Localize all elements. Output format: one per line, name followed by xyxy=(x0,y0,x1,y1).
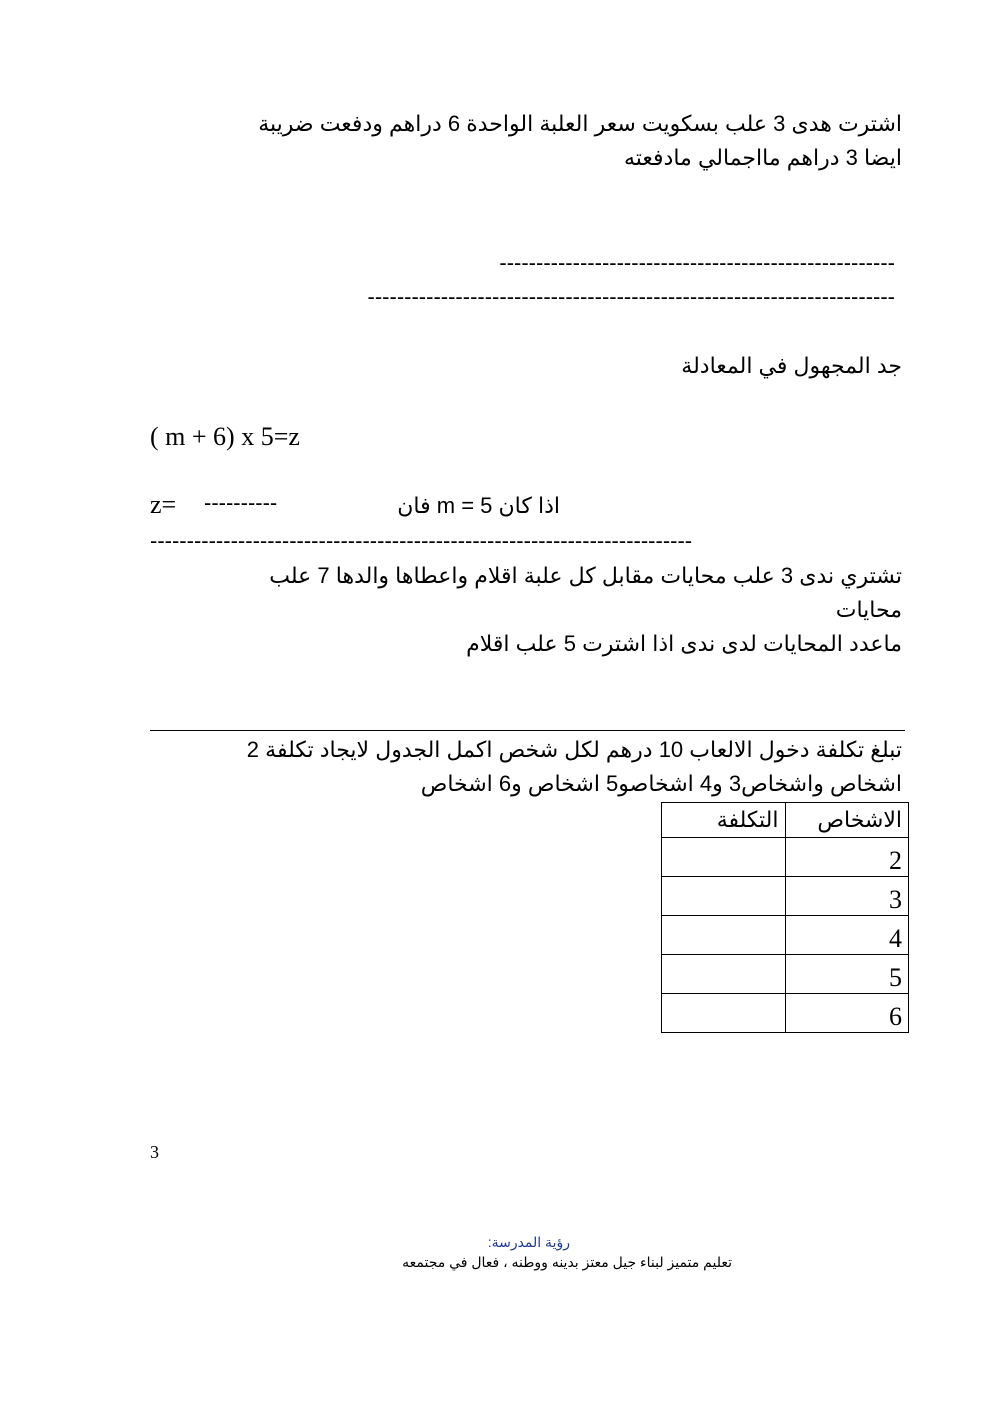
table-row xyxy=(662,955,909,994)
q2-separator: -------------------------------------------------------------------------- xyxy=(150,528,693,553)
q2-heading: جد المجهول في المعادلة xyxy=(681,353,902,378)
table-row xyxy=(662,994,909,1033)
q1-answer-line-1: ------------------------------------------------------ xyxy=(499,250,895,275)
footer-vision-text: تعليم متميز لبناء جيل معتز بدينه ووطنه ، فعال في مجتمعه xyxy=(402,1254,732,1270)
table-header-row xyxy=(662,803,909,838)
q1-line1: اشترت هدى 3 علب بسكويت سعر العلبة الواحدة 6 دراهم ودفعت ضريبة xyxy=(258,111,902,136)
q3-line1: تشتري ندى 3 علب محايات مقابل كل علبة اقلام واعطاها والدها 7 علب xyxy=(269,563,902,588)
q2-z-label: z= xyxy=(150,490,177,519)
cost-cell[interactable] xyxy=(662,955,786,994)
page-number: 3 xyxy=(150,1142,159,1162)
cost-cell[interactable] xyxy=(662,877,786,916)
q1-line2: ايضا 3 دراهم مااجمالي مادفعته xyxy=(623,145,902,170)
people-cell: 6 xyxy=(785,994,909,1033)
people-cell: 2 xyxy=(785,838,909,877)
q2-z-blank: ---------- xyxy=(204,490,278,515)
people-cell: 5 xyxy=(785,955,909,994)
header-cost: التكلفة xyxy=(662,803,786,838)
section-divider xyxy=(150,730,905,731)
table-row xyxy=(662,877,909,916)
q4-line1: تبلغ تكلفة دخول الالعاب 10 درهم لكل شخص اكمل الجدول لايجاد تكلفة 2 xyxy=(246,737,902,762)
cost-cell[interactable] xyxy=(662,838,786,877)
people-cell: 4 xyxy=(785,916,909,955)
q2-equation: ( m + 6) x 5=z xyxy=(150,422,300,451)
q3-line2: محايات xyxy=(835,597,902,622)
people-cell: 3 xyxy=(785,877,909,916)
header-people: الاشخاص xyxy=(785,803,909,838)
cost-cell[interactable] xyxy=(662,994,786,1033)
table-row xyxy=(662,916,909,955)
table-row xyxy=(662,838,909,877)
q1-answer-line-2: ------------------------------------------------------------------------ xyxy=(367,284,895,309)
cost-cell[interactable] xyxy=(662,916,786,955)
q4-line2: اشخاص واشخاص3 و4 اشخاصو5 اشخاص و6 اشخاص xyxy=(420,771,902,796)
q3-line3: ماعدد المحايات لدى ندى اذا اشترت 5 علب اقلام xyxy=(466,631,902,656)
q2-condition: اذا كان m = 5 فان xyxy=(397,493,560,518)
footer-vision-title: رؤية المدرسة: xyxy=(487,1234,570,1250)
cost-table xyxy=(661,802,909,1033)
